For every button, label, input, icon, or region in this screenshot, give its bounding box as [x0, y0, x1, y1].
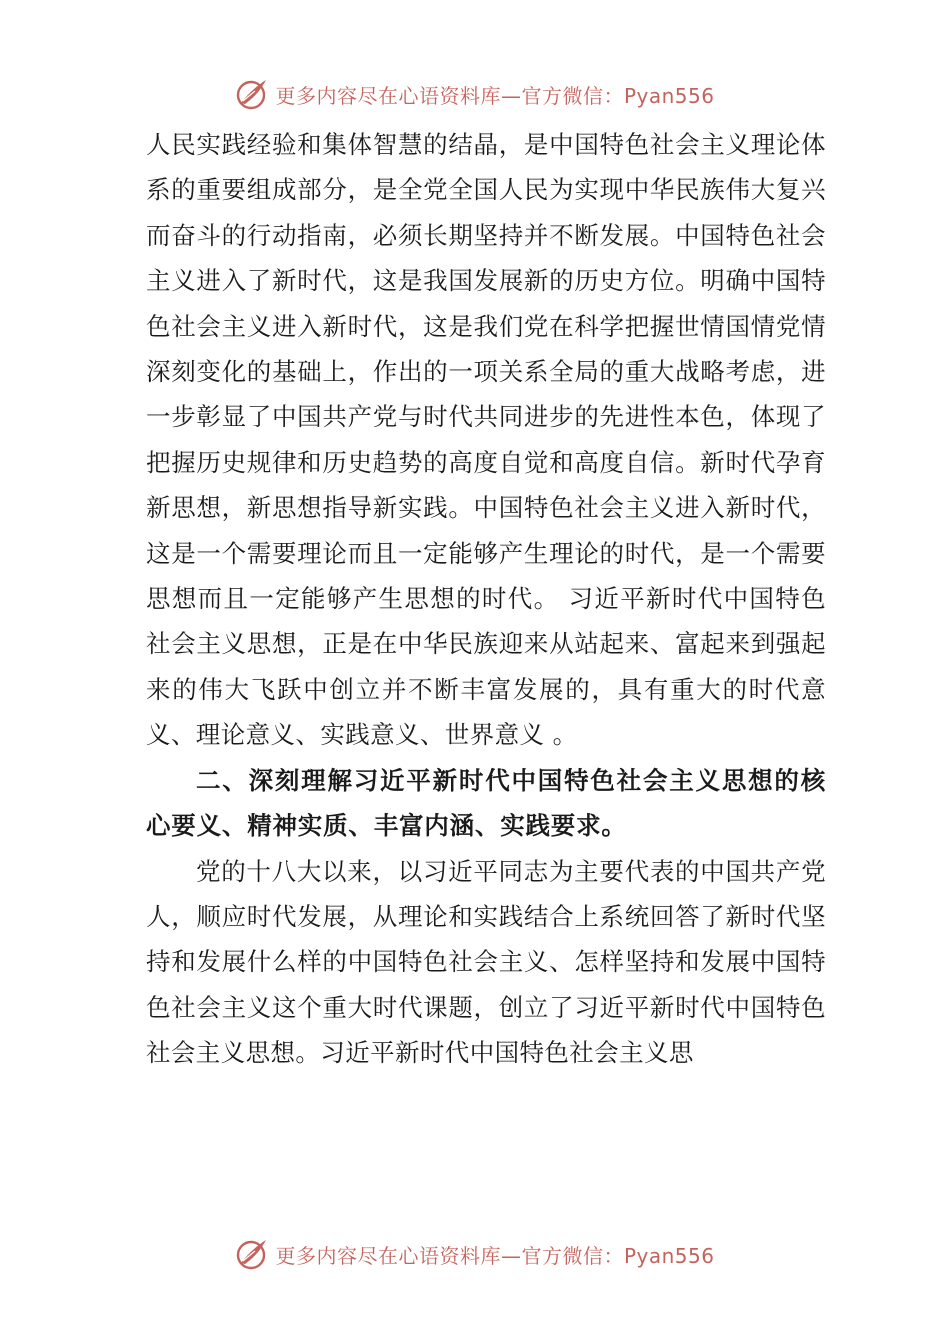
section-heading: 二、深刻理解习近平新时代中国特色社会主义思想的核心要义、精神实质、丰富内涵、实践要求。	[146, 765, 826, 841]
footer-watermark	[0, 1232, 950, 1276]
watermark-text: 更多内容尽在心语资料库—官方微信：Pyan556	[275, 1243, 715, 1268]
quill-logo-icon	[235, 1237, 269, 1271]
document-body	[146, 122, 826, 1076]
quill-logo-icon	[235, 77, 269, 111]
body-paragraph: 人民实践经验和集体智慧的结晶，是中国特色社会主义理论体系的重要组成部分，是全党全国人民为实现中华民族伟大复兴而奋斗的行动指南，必须长期坚持并不断发展。中国特色社会主义进入了新时代，这是我国发展新的历史方位。明确中国特色社会主义进入新时代，这是我们党在科学把握世情国情党情深刻变化的基础上，作出的一项关系全局的重大战略考虑，进一步彰显了中国共产党与时代共同进步的先进性本色，体现了把握历史规律和历史趋势的高度自觉和高度自信。新时代孕育新思想，新思想指导新实践。中国特色社会主义进入新时代，这是一个需要理论而且一定能够产生理论的时代，是一个需要思想而且一定能够产生思想的时代。 习近平新时代中国特色社会主义思想，正是在中华民族迎来从站起来、富起来到强起来的伟大飞跃中创立并不断丰富发展的，具有重大的时代意义、理论意义、实践意义、世界意义 。	[146, 130, 826, 750]
body-paragraph: 党的十八大以来，以习近平同志为主要代表的中国共产党人，顺应时代发展，从理论和实践结合上系统回答了新时代坚持和发展什么样的中国特色社会主义、怎样坚持和发展中国特色社会主义这个重大时代课题，创立了习近平新时代中国特色社会主义思想。习近平新时代中国特色社会主义思	[146, 856, 826, 1068]
header-watermark	[0, 72, 950, 116]
watermark-text: 更多内容尽在心语资料库—官方微信：Pyan556	[275, 83, 715, 108]
